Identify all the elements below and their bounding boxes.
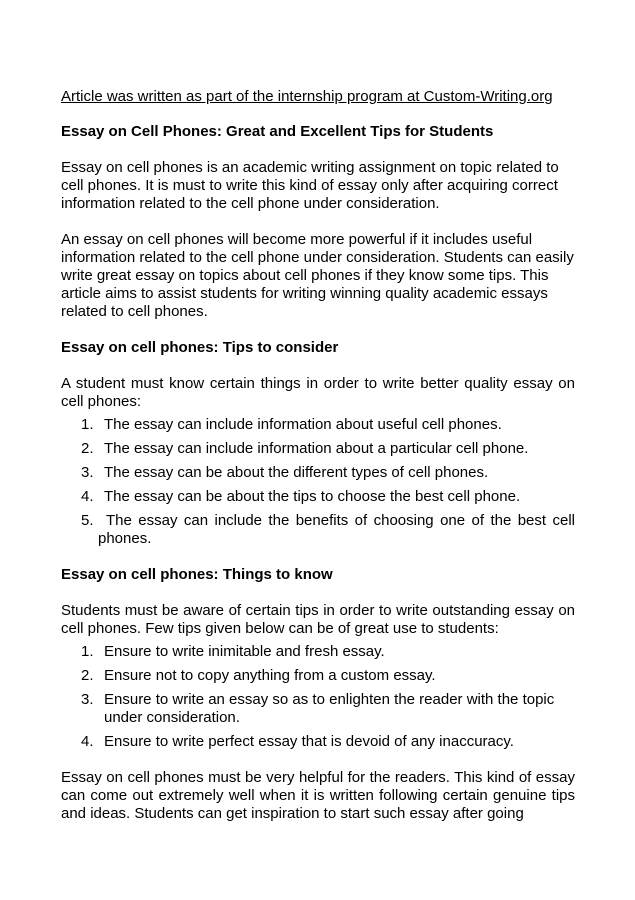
list-item: [61, 416, 575, 434]
list-number: 3.: [81, 691, 94, 708]
list-item-text: Ensure not to copy anything from a custom essay.: [104, 667, 436, 684]
list-item: [61, 733, 575, 751]
section-lead-things: Students must be aware of certain tips in order to write outstanding essay on cell phones. Few tips given below can be of great use to students:: [61, 602, 575, 637]
list-number: 5.: [81, 512, 94, 529]
internship-link[interactable]: Article was written as part of the internship program at Custom-Writing.org: [61, 88, 553, 105]
things-list: [61, 643, 575, 751]
intro-paragraph-2: An essay on cell phones will become more powerful if it includes useful information related to the cell phone under consideration. Students can easily write great essay on topics about cell phones if they know some tips. This article aims to assist students for writing winning quality academic essays related to cell phones.: [61, 231, 574, 320]
list-number: 3.: [81, 464, 94, 481]
article-title: Essay on Cell Phones: Great and Excellent Tips for Students: [61, 123, 494, 140]
list-item-text: The essay can include the benefits of choosing one of the best cell phones.: [98, 512, 575, 547]
closing-paragraph: Essay on cell phones must be very helpful for the readers. This kind of essay can come out extremely well when it is written following certain genuine tips and ideas. Students can get inspiration to start such essay after going: [61, 769, 575, 822]
list-number: 2.: [81, 440, 94, 457]
list-item: [61, 464, 575, 482]
list-number: 1.: [81, 643, 94, 660]
tips-list: [61, 416, 575, 548]
list-item-text: The essay can include information about a particular cell phone.: [104, 440, 529, 457]
list-item-text: The essay can be about the different types of cell phones.: [104, 464, 489, 481]
list-item-text: Ensure to write inimitable and fresh essay.: [104, 643, 385, 660]
list-item: [61, 643, 575, 661]
document-page: [61, 88, 575, 841]
section-lead-tips: A student must know certain things in order to write better quality essay on cell phones:: [61, 375, 575, 410]
section-heading-tips: Essay on cell phones: Tips to consider: [61, 339, 339, 356]
list-item: [61, 512, 575, 548]
list-number: 4.: [81, 733, 94, 750]
list-number: 4.: [81, 488, 94, 505]
list-item: [61, 667, 575, 685]
list-item: [61, 440, 575, 458]
list-item-text: Ensure to write perfect essay that is devoid of any inaccuracy.: [104, 733, 514, 750]
list-item-text: The essay can be about the tips to choose the best cell phone.: [104, 488, 521, 505]
section-heading-things: Essay on cell phones: Things to know: [61, 566, 333, 583]
intro-paragraph-1: Essay on cell phones is an academic writing assignment on topic related to cell phones. It is must to write this kind of essay only after acquiring correct information related to the cell phone under consideration.: [61, 159, 559, 212]
list-number: 2.: [81, 667, 94, 684]
list-item: [61, 691, 575, 727]
list-number: 1.: [81, 416, 94, 433]
list-item: [61, 488, 575, 506]
list-item-text: Ensure to write an essay so as to enlighten the reader with the topic under consideration.: [104, 691, 555, 726]
list-item-text: The essay can include information about useful cell phones.: [104, 416, 502, 433]
